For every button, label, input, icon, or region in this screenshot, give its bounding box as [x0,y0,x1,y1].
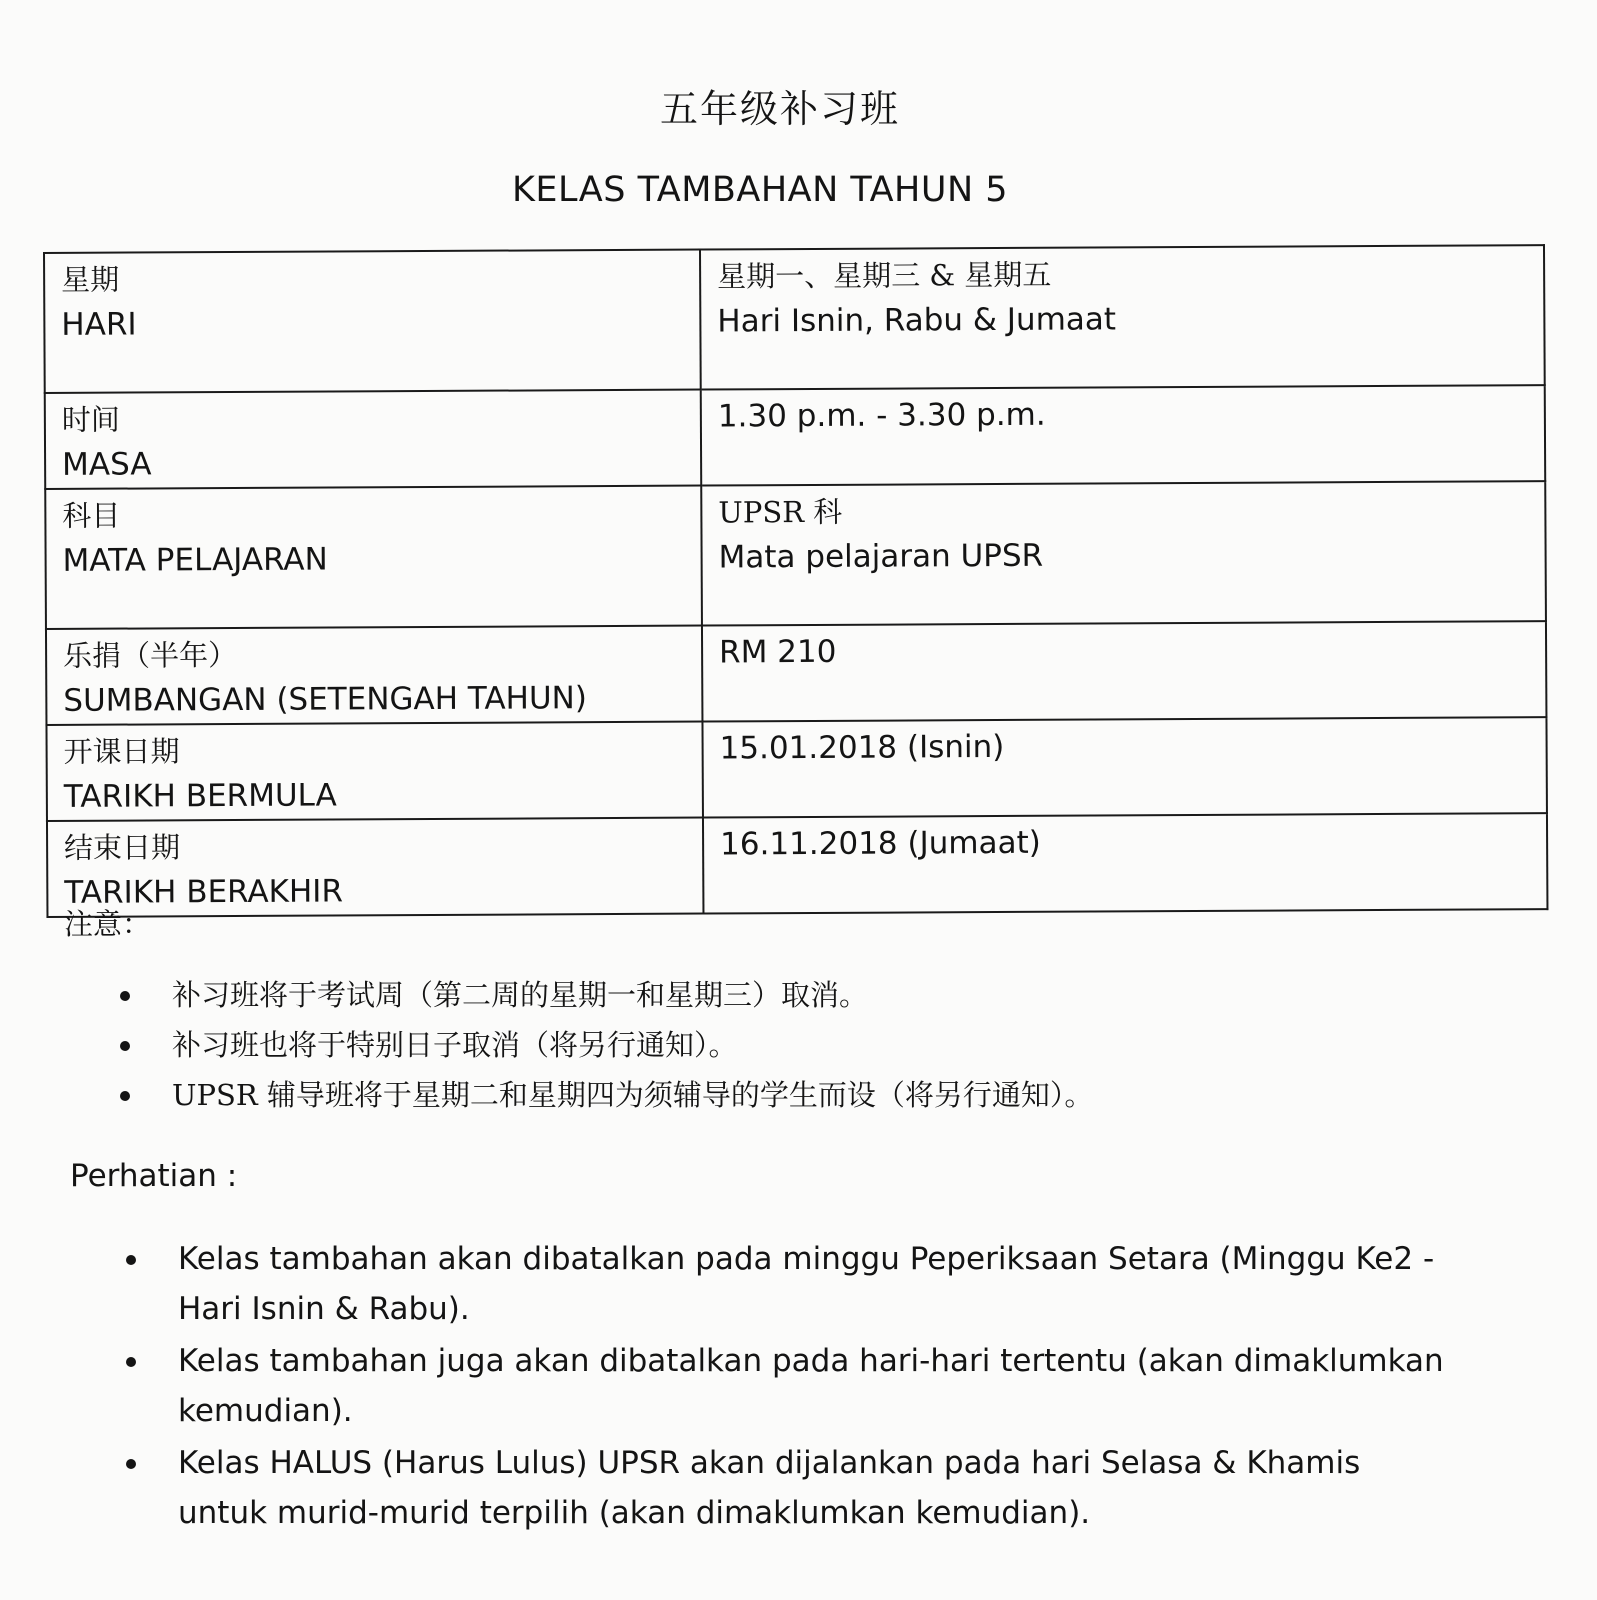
note-text: UPSR 辅导班将于星期二和星期四为须辅导的学生而设（将另行通知）。 [172,1078,1094,1112]
note-text: Kelas tambahan juga akan dibatalkan pada hari-hari tertentu (akan dimaklumkan kemudian). [178,1343,1444,1429]
table-label-cell [46,722,702,821]
table-value-cell [700,245,1545,389]
label-malay: MATA PELAJARAN [62,541,328,579]
value-malay: 1.30 p.m. - 3.30 p.m. [717,396,1046,435]
table-value-cell [703,813,1547,913]
table-value-cell [702,621,1546,721]
notes-chinese-heading: 注意： [64,907,152,941]
bullet-icon [120,1091,130,1101]
table-label-cell [45,486,702,629]
value-malay: 15.01.2018 (Isnin) [719,728,1005,767]
value-malay: Hari Isnin, Rabu & Jumaat [717,301,1117,340]
class-info-table [43,244,1548,918]
label-chinese: 星期 [61,262,120,297]
value-malay: 16.11.2018 (Jumaat) [720,824,1041,863]
label-malay: TARIKH BERMULA [63,777,337,815]
table-row-day [44,245,1545,393]
list-item [126,1438,1456,1538]
label-chinese: 科目 [62,498,121,533]
table-value-cell [701,481,1546,625]
value-chinese: UPSR 科 [718,494,843,530]
title-chinese: 五年级补习班 [659,87,900,131]
note-text: 补习班也将于特别日子取消（将另行通知）。 [172,1028,738,1062]
table-row-subject [45,481,1546,629]
notes-malay-heading: Perhatian : [70,1158,238,1194]
bullet-icon [126,1459,136,1469]
note-text: Kelas HALUS (Harus Lulus) UPSR akan dijalankan pada hari Selasa & Khamis untuk murid-murid terpilih (akan dimaklumkan kemudian). [178,1445,1361,1531]
notes-chinese-list [120,970,1540,1120]
label-chinese: 开课日期 [63,734,180,769]
table-label-cell [46,626,702,725]
value-chinese: 星期一、星期三 & 星期五 [717,257,1052,294]
label-chinese: 时间 [61,402,120,437]
value-malay: Mata pelajaran UPSR [718,537,1044,576]
table-value-cell [701,385,1545,485]
table-value-cell [702,717,1546,817]
table-row-fee [46,621,1546,725]
value-malay: RM 210 [719,633,837,671]
label-chinese: 结束日期 [64,830,181,865]
label-malay: HARI [61,306,137,343]
table-row-time [45,385,1545,489]
list-item [126,1234,1456,1334]
bullet-icon [126,1255,136,1265]
table-label-cell [45,390,701,489]
bullet-icon [120,991,130,1001]
label-malay: TARIKH BERAKHIR [64,873,344,911]
note-text: 补习班将于考试周（第二周的星期一和星期三）取消。 [172,978,869,1012]
notes-malay-list [126,1234,1456,1540]
list-item [126,1336,1456,1436]
list-item [120,1020,1540,1070]
note-text: Kelas tambahan akan dibatalkan pada minggu Peperiksaan Setara (Minggu Ke2 - Hari Isnin & Rabu). [178,1241,1435,1327]
bullet-icon [120,1041,130,1051]
list-item [120,1070,1540,1120]
label-chinese: 乐捐（半年） [63,637,238,673]
title-malay: KELAS TAMBAHAN TAHUN 5 [511,170,1009,210]
bullet-icon [126,1357,136,1367]
list-item [120,970,1540,1020]
label-malay: SUMBANGAN (SETENGAH TAHUN) [63,680,587,719]
table-row-start-date [46,717,1546,821]
label-malay: MASA [62,446,152,483]
table-row-end-date [47,813,1547,917]
table-label-cell [44,250,701,393]
